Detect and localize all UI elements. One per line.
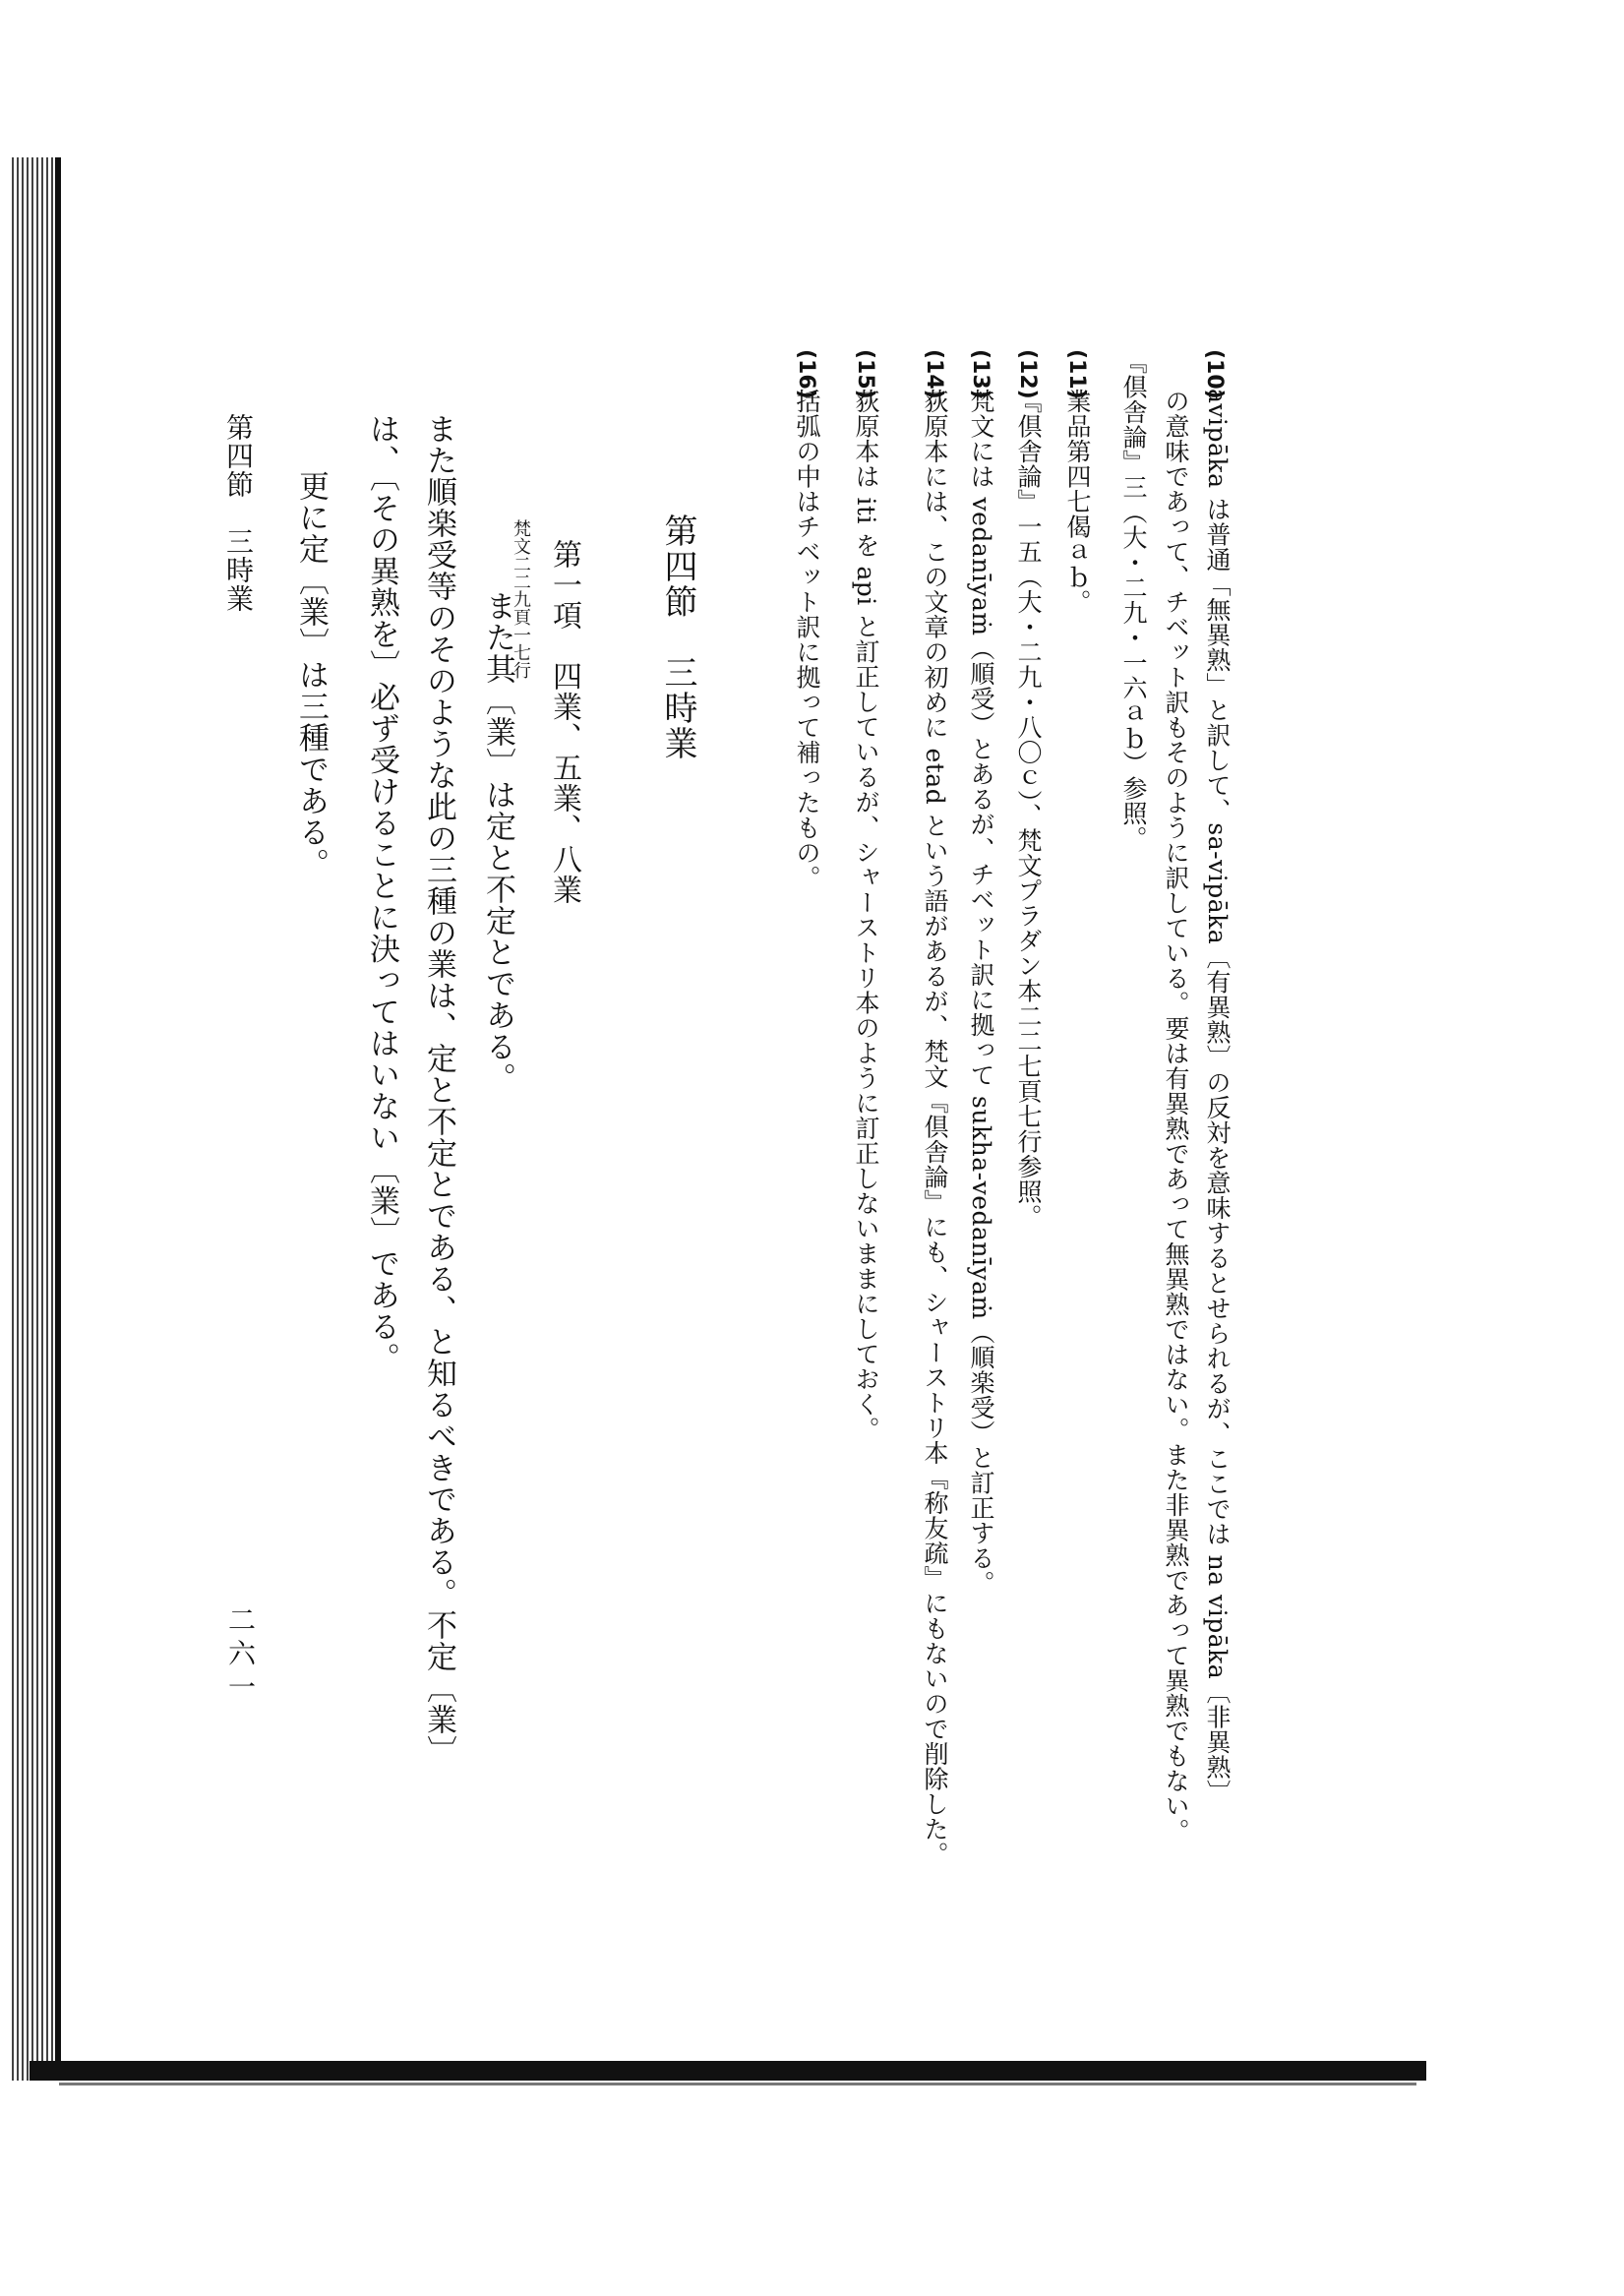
note-10-line-2: の意味であって、チベット訳もそのように訳している。要は有異熟であって無異熟ではない。また非異熟であって異熟でもない。 — [1162, 389, 1190, 1843]
body-line-1: また其〔業〕は定と不定とである。 — [480, 590, 515, 1094]
note-marker-15: (15) — [853, 349, 877, 399]
note-marker-12: (12) — [1015, 349, 1040, 399]
note-14-text: 荻原本には、この文章の初めに etad という語があるが、梵文『倶舎論』にも、シャーストリ本『称友疏』にもないので削除した。 — [921, 389, 949, 1867]
page-number: 二六一 — [224, 1605, 257, 1706]
note-10-line-1: avipāka は普通「無異熟」と訳して、sa-vipāka〔有異熟〕の反対を意味するとせられるが、ここでは na vipāka〔非異熟〕 — [1203, 389, 1232, 1805]
body-line-4: 更に定〔業〕は三種である。 — [293, 470, 329, 879]
note-marker-11: (11) — [1064, 349, 1089, 399]
note-marker-14: (14) — [922, 349, 946, 399]
sanskrit-page-ref: 梵文二二九頁一七行 — [511, 519, 531, 679]
section-title: 第四節 三時業 — [658, 514, 697, 761]
note-marker-16: (16) — [794, 349, 818, 399]
note-marker-10: (10) — [1202, 349, 1227, 399]
note-15-text: 荻原本は iti を api と訂正しているが、シャーストリ本のように訂正しないままにしておく。 — [852, 389, 880, 1442]
note-marker-13: (13) — [968, 349, 992, 399]
note-10-line-3: 『倶舎論』三（大・二九・一六ａｂ）参照。 — [1119, 349, 1148, 851]
note-16-text: 括弧の中はチベット訳に拠って補ったもの。 — [793, 389, 821, 890]
page-bottom-shadow — [59, 2083, 1416, 2085]
body-line-2: また順楽受等のそのような此の三種の業は、定と不定とである、と知るべきである。不定〔業〕 — [421, 413, 456, 1767]
running-header: 第四節 三時業 — [222, 413, 255, 613]
binding-edge-line — [55, 157, 61, 2081]
subsection-title: 第一項 四業、五業、八業 — [547, 539, 581, 905]
body-line-3: は、〔その異熟を〕必ず受けることに決ってはいない〔業〕である。 — [364, 413, 399, 1374]
page-bottom-bar — [30, 2061, 1426, 2081]
binding-edge — [12, 157, 57, 2081]
note-12-text: 『倶舎論』一五（大・二九・八〇ｃ）、梵文プラダン本二二七頁七行参照。 — [1014, 389, 1043, 1230]
note-11-text: 業品第四七偈ａｂ。 — [1063, 389, 1092, 615]
note-13-text: 梵文には vedanīyaṁ（順受）とあるが、チベット訳に拠って sukha-vedanīyaṁ（順楽受）と訂正する。 — [967, 389, 995, 1597]
